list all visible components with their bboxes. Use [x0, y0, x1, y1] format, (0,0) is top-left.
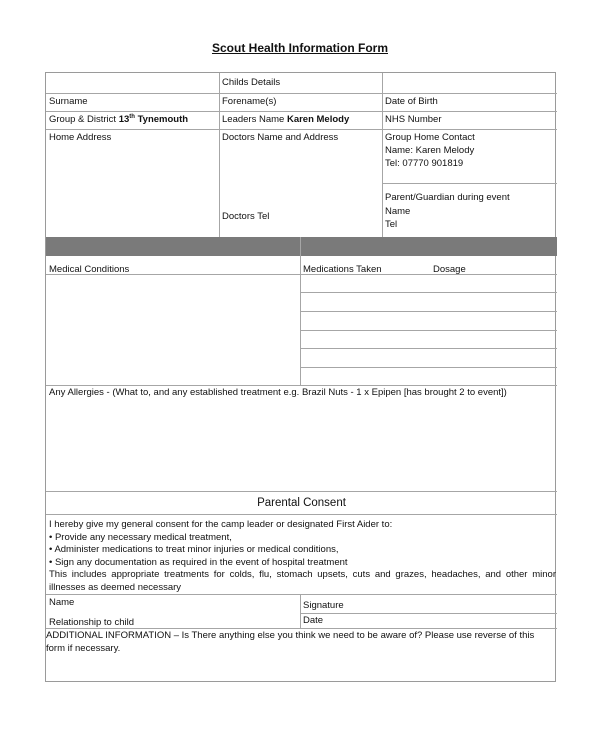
parent-guardian-tel-label: Tel [385, 219, 398, 230]
surname-label: Surname [49, 96, 88, 107]
date-label: Date [303, 615, 324, 626]
additional-information-line-2: form if necessary. [46, 642, 121, 654]
consent-item: • Provide any necessary medical treatment, [49, 531, 232, 543]
consent-includes-continued: illnesses as deemed necessary [49, 581, 182, 593]
section-divider-bar [46, 237, 557, 256]
nhs-number-label: NHS Number [385, 114, 442, 125]
consent-text [49, 519, 555, 594]
group-suffix: th [129, 113, 135, 120]
signature-label: Signature [303, 600, 344, 611]
parent-guardian-label: Parent/Guardian during event [385, 192, 510, 203]
group-value [119, 114, 188, 125]
doctors-name-address-label: Doctors Name and Address [222, 132, 339, 143]
parent-guardian-name-label: Name [385, 206, 411, 217]
additional-information-line-1: ADDITIONAL INFORMATION – Is There anything else you think we need to be aware of? Please use reverse of this [46, 630, 535, 641]
medications-taken-label: Medications Taken [303, 264, 382, 275]
relationship-label: Relationship to child [49, 617, 135, 628]
form-title: Scout Health Information Form [211, 41, 388, 55]
consent-item: • Administer medications to treat minor injuries or medical conditions, [49, 544, 339, 555]
leaders-name-label: Leaders Name [222, 114, 285, 125]
group-number: 13 [118, 114, 130, 125]
dosage-label: Dosage [433, 264, 466, 275]
consent-intro: I hereby give my general consent for the camp leader or designated First Aider to: [49, 519, 393, 530]
parental-consent-heading: Parental Consent [257, 497, 346, 509]
date-of-birth-label: Date of Birth [385, 96, 438, 107]
contact-tel: Tel: 07770 901819 [385, 158, 464, 169]
consent-includes: This includes appropriate treatments for colds, flu, stomach upsets, cuts and grazes, headaches, and other minor [49, 569, 556, 580]
forenames-label: Forename(s) [222, 96, 277, 107]
name-label: Name [49, 597, 75, 608]
consent-item: • Sign any documentation as required in the event of hospital treatment [49, 556, 348, 568]
group-district-label: Group & District [49, 114, 117, 125]
leaders-name-field [222, 113, 349, 126]
leaders-name-value: Karen Melody [286, 114, 350, 125]
group-home-contact-label: Group Home Contact [385, 132, 475, 143]
allergies-label: Any Allergies - (What to, and any established treatment e.g. Brazil Nuts - 1 x Epipen [has brought 2 to event]) [49, 387, 507, 398]
doctors-tel-label: Doctors Tel [222, 211, 270, 222]
contact-name: Name: Karen Melody [385, 145, 475, 156]
health-form [45, 72, 556, 682]
group-name: Tynemouth [137, 114, 189, 125]
additional-information [46, 630, 557, 655]
medical-conditions-label: Medical Conditions [49, 264, 130, 275]
childs-details-label: Childs Details [222, 77, 281, 88]
home-address-label: Home Address [49, 132, 112, 143]
group-district-field [49, 113, 188, 126]
